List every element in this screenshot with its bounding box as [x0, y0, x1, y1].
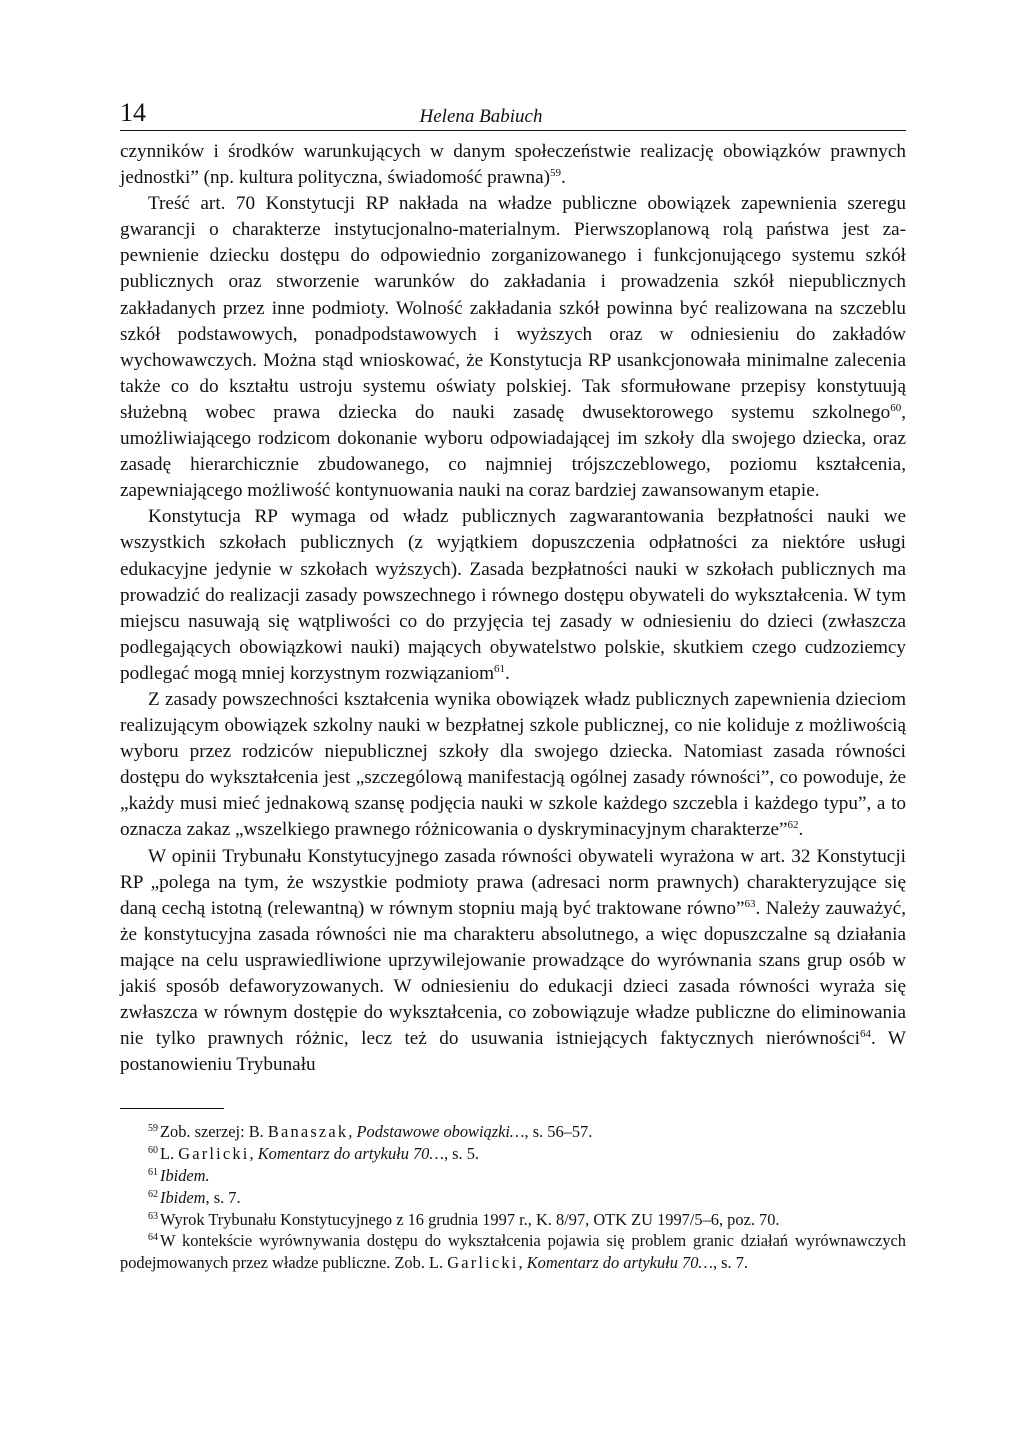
text-run: L. [160, 1144, 179, 1164]
footnote-number: 62 [148, 1188, 158, 1200]
italic-title: Ibidem. [160, 1165, 210, 1185]
italic-title: Ibidem [160, 1187, 206, 1207]
footnote [120, 1230, 906, 1274]
text-run: W kontekście wyrównywania dostępu do wykształcenia pojawia się problem granic działań wyrównawczych podejmowanych przez władze publiczne. Zob. L. [120, 1231, 906, 1273]
footnote-ref: 59 [550, 167, 562, 180]
footnote [120, 1165, 906, 1187]
author-name: Banaszak [267, 1122, 349, 1142]
paragraph [120, 191, 906, 504]
text-run: , [348, 1122, 357, 1142]
footnote-ref: 60 [890, 401, 902, 414]
text-run: czynników i środków warunkujących w danym społeczeństwie realizację obowiązków prawnych jednostki” (np. kultura polityczna, świadomość prawna) [120, 141, 906, 189]
text-run: , umożliwiającego rodzicom dokonanie wyboru odpowiadającej im szkoły dla swojego dziecka, oraz zasadę hierarchicznie zbudowanego, co najmniej trójszczeblowego, poziomu kształcenia, zapewniającego możliwość kontynuowania nauki na coraz bardziej zawansowanym etapie. [120, 401, 906, 502]
footnote-ref: 62 [787, 819, 799, 832]
text-run: . [798, 819, 804, 841]
author-name: Garlicki [447, 1253, 519, 1273]
paragraph [120, 504, 906, 687]
page-header [120, 92, 906, 131]
footnote-number: 63 [148, 1210, 158, 1222]
text-run: , [518, 1253, 527, 1273]
footnote [120, 1143, 906, 1165]
text-run: , s. 56–57. [524, 1122, 593, 1142]
italic-title: Komentarz do artykułu 70… [257, 1144, 444, 1164]
author-name: Garlicki [178, 1144, 250, 1164]
paragraph [120, 139, 906, 191]
text-run: Konstytucja RP wymaga od władz publicznych zagwarantowania bezpłatności nauki we wszystkich szkołach publicznych (z wyjątkiem dopuszczenia odpłatności za niektóre usługi edukacyjne jedynie w szkołach wyższych). Zasada bezpłatności nauki w szkołach publicznych ma prowadzić do realizacji zasady powszechnego i równego dostępu obywateli do wykształcenia. W tym miejscu nasuwają się wątpliwości co do przyjęcia tej zasady w odniesieniu do dzieci (zwłaszcza podlegających obowiązkowi nauki) mających obywatelstwo polskie, skutkiem czego cudzoziemcy podlegać mogą mniej korzystnym rozwiązaniom [120, 506, 906, 684]
text-run: , s. 7. [712, 1253, 749, 1273]
text-run: , [249, 1144, 258, 1164]
footnote [120, 1187, 906, 1209]
page-number: 14 [120, 98, 146, 127]
italic-title: Podstawowe obowiązki… [356, 1122, 525, 1142]
document-page [120, 92, 906, 1274]
paragraph [120, 687, 906, 844]
paragraph [120, 844, 906, 1079]
footnote-number: 61 [148, 1166, 158, 1178]
text-run: , s. 7. [205, 1187, 241, 1207]
footnotes [120, 1121, 906, 1274]
footnote-ref: 63 [744, 897, 756, 910]
text-run: Wyrok Trybunału Konstytucyjnego z 16 grudnia 1997 r., K. 8/97, OTK ZU 1997/5–6, poz. 70. [160, 1209, 780, 1229]
footnote-number: 64 [148, 1232, 158, 1244]
footnote-divider [120, 1108, 224, 1109]
text-run: . [505, 662, 510, 684]
text-run: . Należy zauważyć, że konstytucyjna zasada równości nie ma charakteru absolutnego, a więc dopuszczalne są działania mające na celu usprawiedliwione uprzywilejowanie prowadzące do wyrównania szans grup osób w jakiś sposób defaworyzowanych. W odniesieniu do edukacji dzieci zasada równości wyraża się zwłaszcza w równym dostępie do wykształcenia, co zobowiązuje władze publiczne do eliminowania nie tylko prawnych różnic, lecz też do usuwania istniejących faktycznych nierówności [120, 897, 906, 1050]
footnote [120, 1121, 906, 1143]
italic-title: Komentarz do artykułu 70… [526, 1253, 713, 1273]
footnote [120, 1209, 906, 1231]
footnote-ref: 61 [494, 662, 506, 675]
text-run: Zob. szerzej: B. [160, 1122, 268, 1142]
body-text [120, 139, 906, 1078]
text-run: , s. 5. [443, 1144, 480, 1164]
text-run: . W postanowieniu Trybunału [120, 1028, 906, 1076]
running-head: Helena Babiuch [419, 106, 543, 127]
footnote-number: 59 [148, 1123, 158, 1135]
footnote-ref: 64 [859, 1028, 871, 1041]
text-run: . [561, 167, 566, 189]
footnote-number: 60 [148, 1145, 158, 1157]
text-run: Treść art. 70 Konstytucji RP nakłada na władze publiczne obowiązek zapewnienia szeregu gwarancji o charakterze instytucjonalno-materialnym. Pierwszoplanową rolą państwa jest zapewnienie dziecku dostępu do odpowiednio zorganizowanego i funkcjonującego systemu szkół publicznych oraz stworzenie warunków do zakładania i prowadzenia szkół niepublicznych zakładanych przez inne podmioty. Wolność zakładania szkół powinna być realizowana na szczeblu szkół podstawowych, ponadpodstawowych i wyższych oraz w odniesieniu do zakładów wychowawczych. Można stąd wnioskować, że Konstytucja RP usankcjonowała minimalne zalecenia także co do kształtu ustroju systemu oświaty polskiej. Tak sformułowane przepisy konstytuują służebną wobec prawa dziecka do nauki zasadę dwusektorowego systemu szkolnego [120, 193, 906, 423]
text-run: W opinii Trybunału Konstytucyjnego zasada równości obywateli wyrażona w art. 32 Konstytucji RP „polega na tym, że wszystkie podmioty prawa (adresaci norm prawnych) charakteryzujące się daną cechą istotną (relewantną) w równym stopniu mają być traktowane równo” [120, 845, 906, 919]
text-run: Z zasady powszechności kształcenia wynika obowiązek władz publicznych zapewnienia dzieciom realizującym obowiązek szkolny nauki w bezpłatnej szkole publicznej, co nie koliduje z możliwością wyboru przez rodziców niepublicznej szkoły dla swojego dziecka. Natomiast zasada równości dostępu do wykształcenia jest „szczególową manifestacją ogólnej zasady równości”, co powoduje, że „każdy musi mieć jednakową szansę podjęcia nauki w szkole każdego szczebla i każdego typu”, a to oznacza zakaz „wszelkiego prawnego różnicowania o dyskryminacyjnym charakterze” [120, 688, 906, 841]
